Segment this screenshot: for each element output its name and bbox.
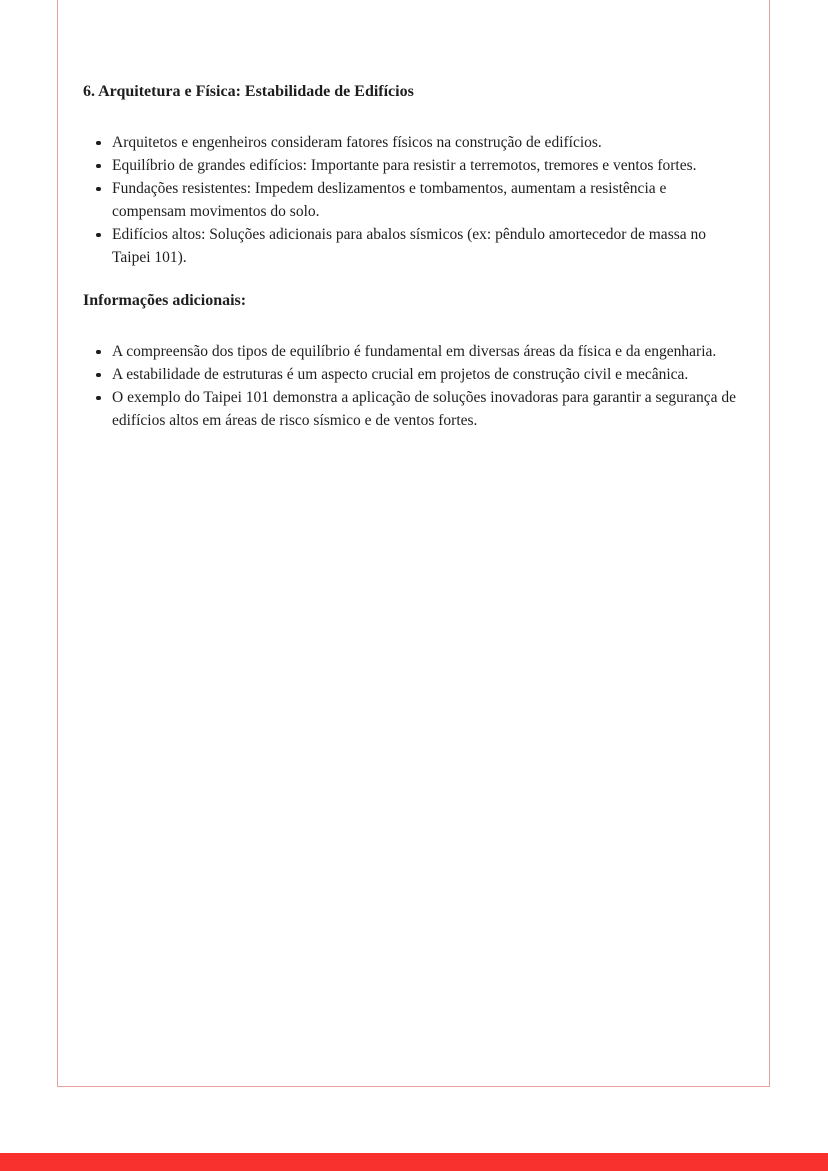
section-heading: 6. Arquitetura e Física: Estabilidade de Edifícios bbox=[83, 83, 414, 100]
page-border-frame bbox=[57, 0, 770, 1087]
list-item: Fundações resistentes: Impedem deslizamentos e tombamentos, aumentam a resistência e compensam movimentos do solo. bbox=[112, 177, 743, 223]
list-item: Arquitetos e engenheiros consideram fatores físicos na construção de edifícios. bbox=[112, 131, 743, 154]
list-item: A compreensão dos tipos de equilíbrio é fundamental em diversas áreas da física e da engenharia. bbox=[112, 340, 743, 363]
footer-accent-bar bbox=[0, 1153, 828, 1171]
list-item: Equilíbrio de grandes edifícios: Importante para resistir a terremotos, tremores e ventos fortes. bbox=[112, 154, 743, 177]
additional-info-bullet-list bbox=[83, 340, 743, 432]
list-item: A estabilidade de estruturas é um aspecto crucial em projetos de construção civil e mecânica. bbox=[112, 363, 743, 386]
additional-info-heading: Informações adicionais: bbox=[83, 292, 247, 309]
page-content bbox=[58, 0, 769, 432]
section-bullet-list bbox=[83, 131, 743, 269]
list-item: Edifícios altos: Soluções adicionais para abalos sísmicos (ex: pêndulo amortecedor de massa no Taipei 101). bbox=[112, 223, 743, 269]
list-item: O exemplo do Taipei 101 demonstra a aplicação de soluções inovadoras para garantir a segurança de edifícios altos em áreas de risco sísmico e de ventos fortes. bbox=[112, 386, 743, 432]
